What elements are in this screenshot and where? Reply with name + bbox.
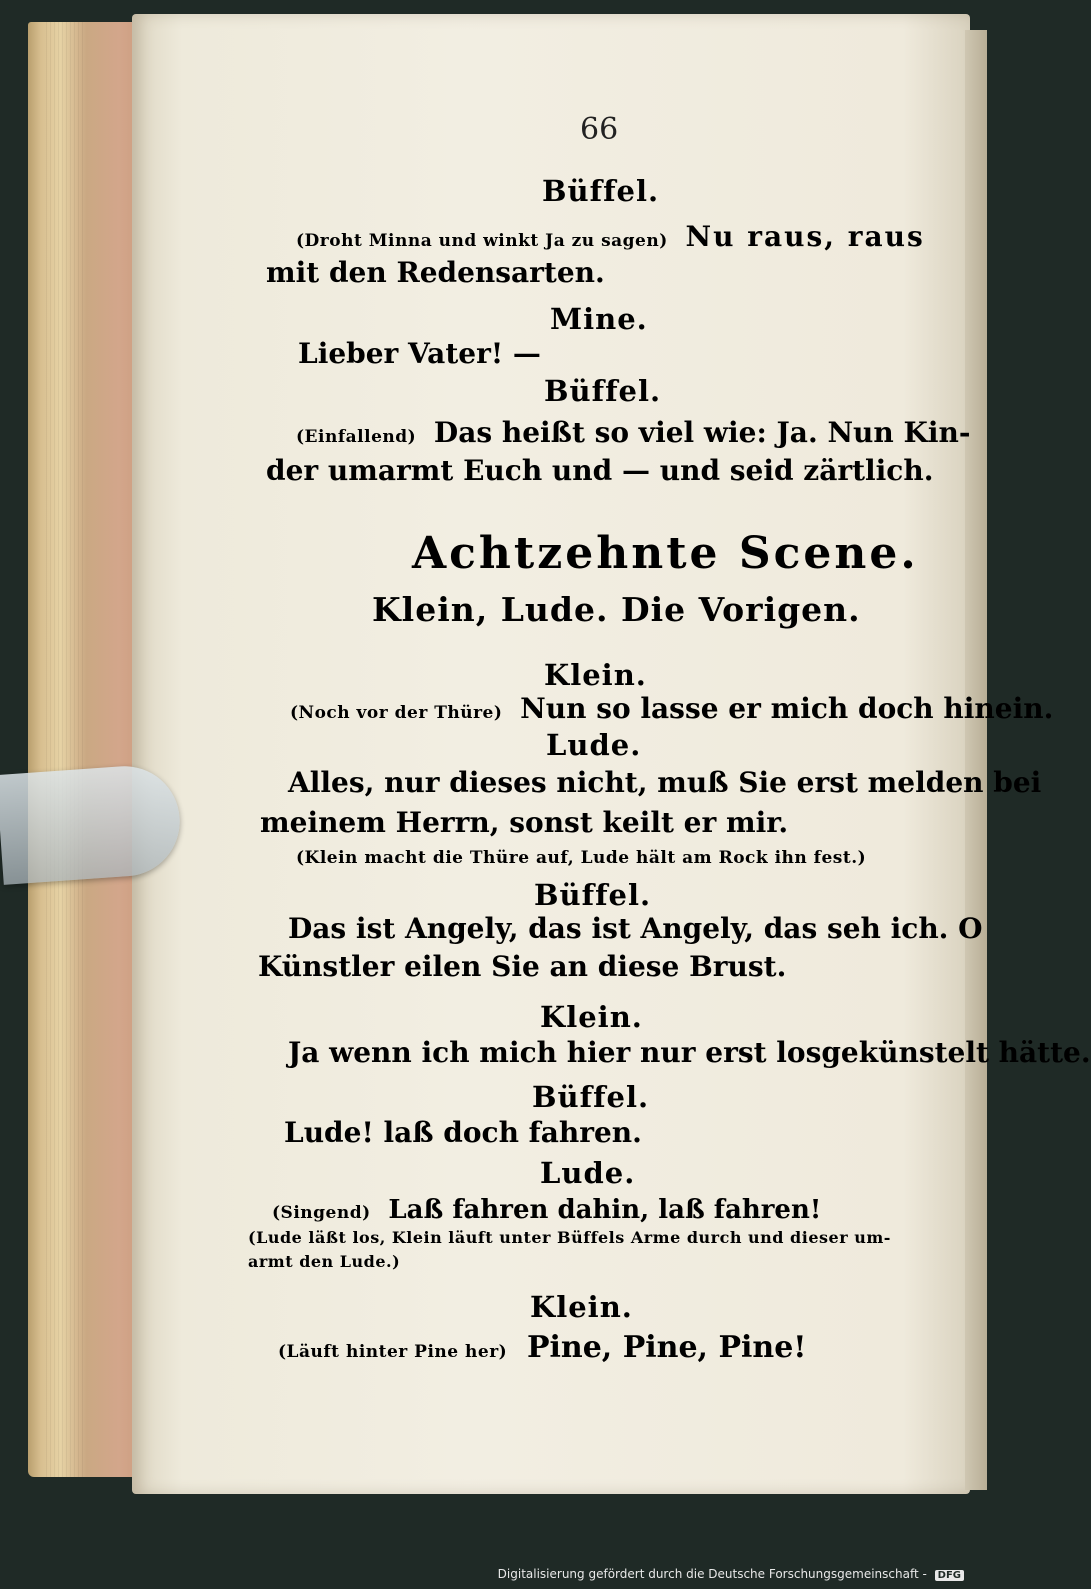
dialogue-line: Künstler eilen Sie an diese Brust. <box>258 950 787 983</box>
speaker-mine: Mine. <box>550 302 648 336</box>
stage-direction: armt den Lude.) <box>248 1252 401 1271</box>
stage-direction: (Noch vor der Thüre) <box>290 703 503 723</box>
dialogue-line: Ja wenn ich mich hier nur erst losgekünstelt hätte. <box>288 1036 1091 1069</box>
dfg-logo: DFG <box>935 1570 964 1581</box>
line-text: Laß fahren dahin, laß fahren! <box>388 1195 822 1225</box>
dialogue-line: Das ist Angely, das ist Angely, das seh ich. O <box>288 912 983 945</box>
speaker-bueffel-2: Büffel. <box>544 374 662 408</box>
digitization-credit <box>498 1567 964 1581</box>
dialogue-line <box>290 692 1053 725</box>
page-number: 66 <box>580 112 619 147</box>
page-clip <box>0 763 183 885</box>
stage-direction: (Klein macht die Thüre auf, Lude hält am Rock ihn fest.) <box>296 848 867 868</box>
speaker-klein-2: Klein. <box>540 1000 643 1034</box>
dialogue-line <box>296 220 925 253</box>
credit-text: Digitalisierung gefördert durch die Deutsche Forschungsgemeinschaft - <box>497 1567 927 1581</box>
dialogue-line <box>272 1192 821 1225</box>
dialogue-line: mit den Redensarten. <box>266 256 605 289</box>
page-right-edge <box>965 30 987 1490</box>
line-text: Nu raus, raus <box>685 220 925 253</box>
dialogue-line: meinem Herrn, sonst keilt er mir. <box>260 806 789 839</box>
line-text: Pine, Pine, Pine! <box>526 1330 807 1365</box>
speaker-bueffel-1: Büffel. <box>542 174 660 208</box>
dialogue-line: Lieber Vater! — <box>298 337 541 370</box>
scene-title: Achtzehnte Scene. <box>412 528 919 579</box>
speaker-bueffel-4: Büffel. <box>532 1080 650 1114</box>
speaker-lude-1: Lude. <box>546 728 642 762</box>
dialogue-line: Lude! laß doch fahren. <box>284 1116 642 1149</box>
dialogue-line <box>278 1330 806 1365</box>
stage-direction: (Lude läßt los, Klein läuft unter Büffels Arme durch und dieser um- <box>248 1228 891 1247</box>
speaker-klein-3: Klein. <box>530 1290 633 1324</box>
speaker-klein-1: Klein. <box>544 658 647 692</box>
scene-cast: Klein, Lude. Die Vorigen. <box>372 590 861 629</box>
stage-direction: (Einfallend) <box>296 427 417 447</box>
dialogue-line <box>296 416 970 449</box>
line-text: Nun so lasse er mich doch hinein. <box>520 692 1054 725</box>
speaker-lude-2: Lude. <box>540 1156 636 1190</box>
speaker-bueffel-3: Büffel. <box>534 878 652 912</box>
dialogue-line: der umarmt Euch und — und seid zärtlich. <box>266 454 934 487</box>
stage-direction: (Läuft hinter Pine her) <box>278 1342 508 1362</box>
stage-direction: (Droht Minna und winkt Ja zu sagen) <box>296 231 668 251</box>
dialogue-line: Alles, nur dieses nicht, muß Sie erst melden bei <box>288 766 1042 799</box>
stage-direction: (Singend) <box>272 1203 371 1223</box>
line-text: Das heißt so viel wie: Ja. Nun Kin- <box>433 416 971 449</box>
